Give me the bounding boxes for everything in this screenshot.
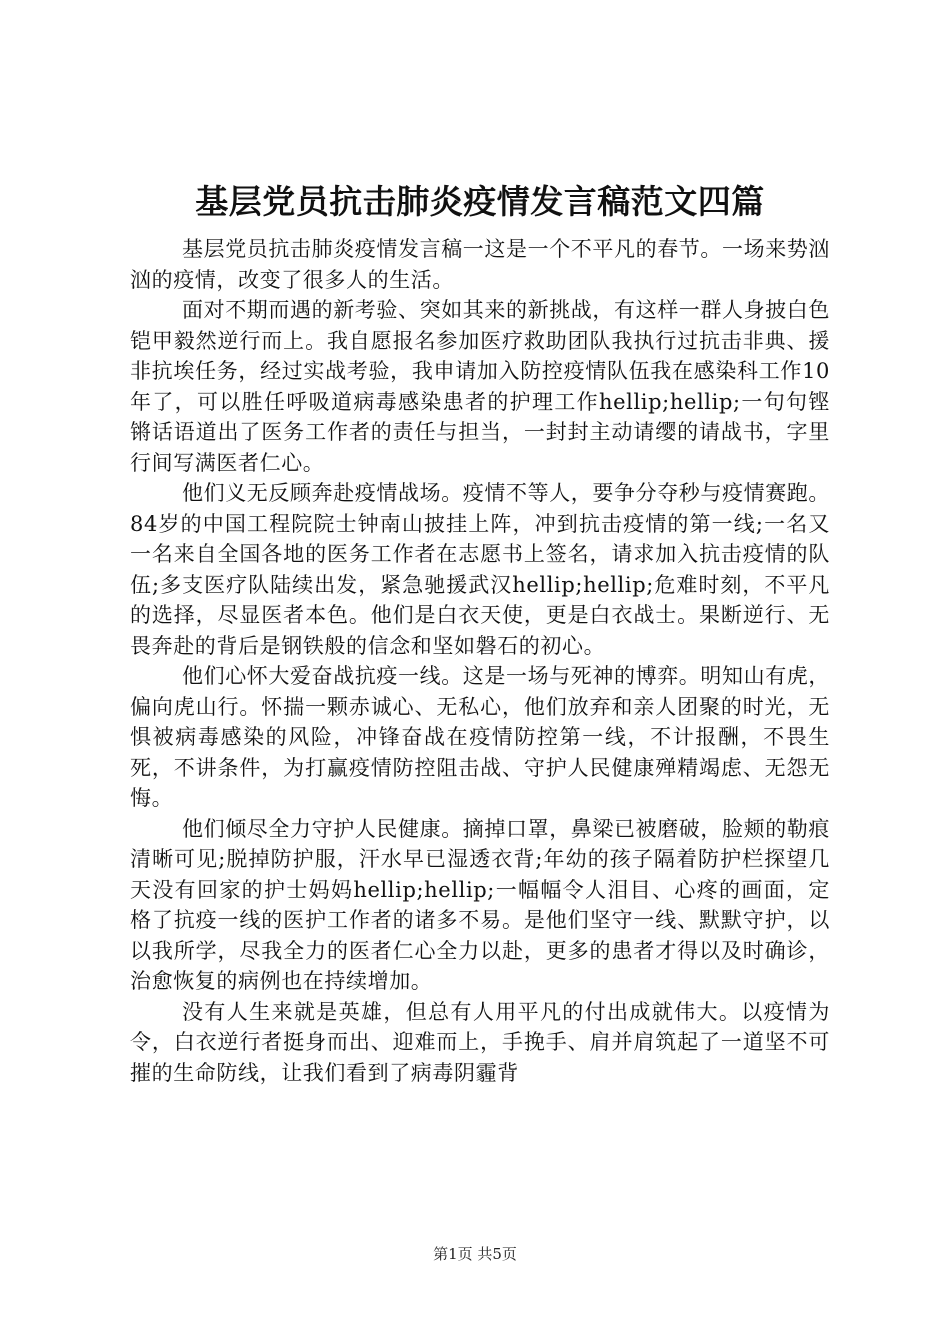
paragraph-5: 他们倾尽全力守护人民健康。摘掉口罩，鼻梁已被磨破，脸颊的勒痕清晰可见;脱掉防护服，汗水早已湿透衣背;年幼的孩子隔着防护栏探望几天没有回家的护士妈妈hellip;hellip;一幅幅令人泪目、心疼的画面，定格了抗疫一线的医护工作者的诸多不易。是他们坚守一线、默默守护，以以我所学，尽我全力的医者仁心全力以赴，更多的患者才得以及时确诊，治愈恢复的病例也在持续增加。 bbox=[130, 816, 830, 993]
document-body bbox=[130, 234, 830, 1088]
paragraph-4: 他们心怀大爱奋战抗疫一线。这是一场与死神的博弈。明知山有虎，偏向虎山行。怀揣一颗赤诚心、无私心，他们放弃和亲人团聚的时光，无惧被病毒感染的风险，冲锋奋战在疫情防控第一线，不计报酬，不畏生死，不讲条件，为打赢疫情防控阻击战、守护人民健康殚精竭虑、无怨无悔。 bbox=[130, 664, 830, 810]
page-footer: 第1页 共5页 bbox=[433, 1245, 517, 1263]
paragraph-2: 面对不期而遇的新考验、突如其来的新挑战，有这样一群人身披白色铠甲毅然逆行而上。我自愿报名参加医疗救助团队我执行过抗击非典、援非抗埃任务，经过实战考验，我申请加入防控疫情队伍我在感染科工作10年了，可以胜任呼吸道病毒感染患者的护理工作hellip;hellip;一句句铿锵话语道出了医务工作者的责任与担当，一封封主动请缨的请战书，字里行间写满医者仁心。 bbox=[130, 298, 830, 475]
document-title: 基层党员抗击肺炎疫情发言稿范文四篇 bbox=[195, 182, 765, 221]
paragraph-3: 他们义无反顾奔赴疫情战场。疫情不等人，要争分夺秒与疫情赛跑。84岁的中国工程院院士钟南山披挂上阵，冲到抗击疫情的第一线;一名又一名来自全国各地的医务工作者在志愿书上签名，请求加入抗击疫情的队伍;多支医疗队陆续出发，紧急驰援武汉hellip;hellip;危难时刻，不平凡的选择，尽显医者本色。他们是白衣天使，更是白衣战士。果断逆行、无畏奔赴的背后是钢铁般的信念和坚如磐石的初心。 bbox=[130, 481, 831, 658]
paragraph-1: 基层党员抗击肺炎疫情发言稿一这是一个不平凡的春节。一场来势汹汹的疫情，改变了很多人的生活。 bbox=[130, 237, 830, 292]
paragraph-6: 没有人生来就是英雄，但总有人用平凡的付出成就伟大。以疫情为令，白衣逆行者挺身而出、迎难而上，手挽手、肩并肩筑起了一道坚不可摧的生命防线，让我们看到了病毒阴霾背 bbox=[130, 999, 830, 1085]
